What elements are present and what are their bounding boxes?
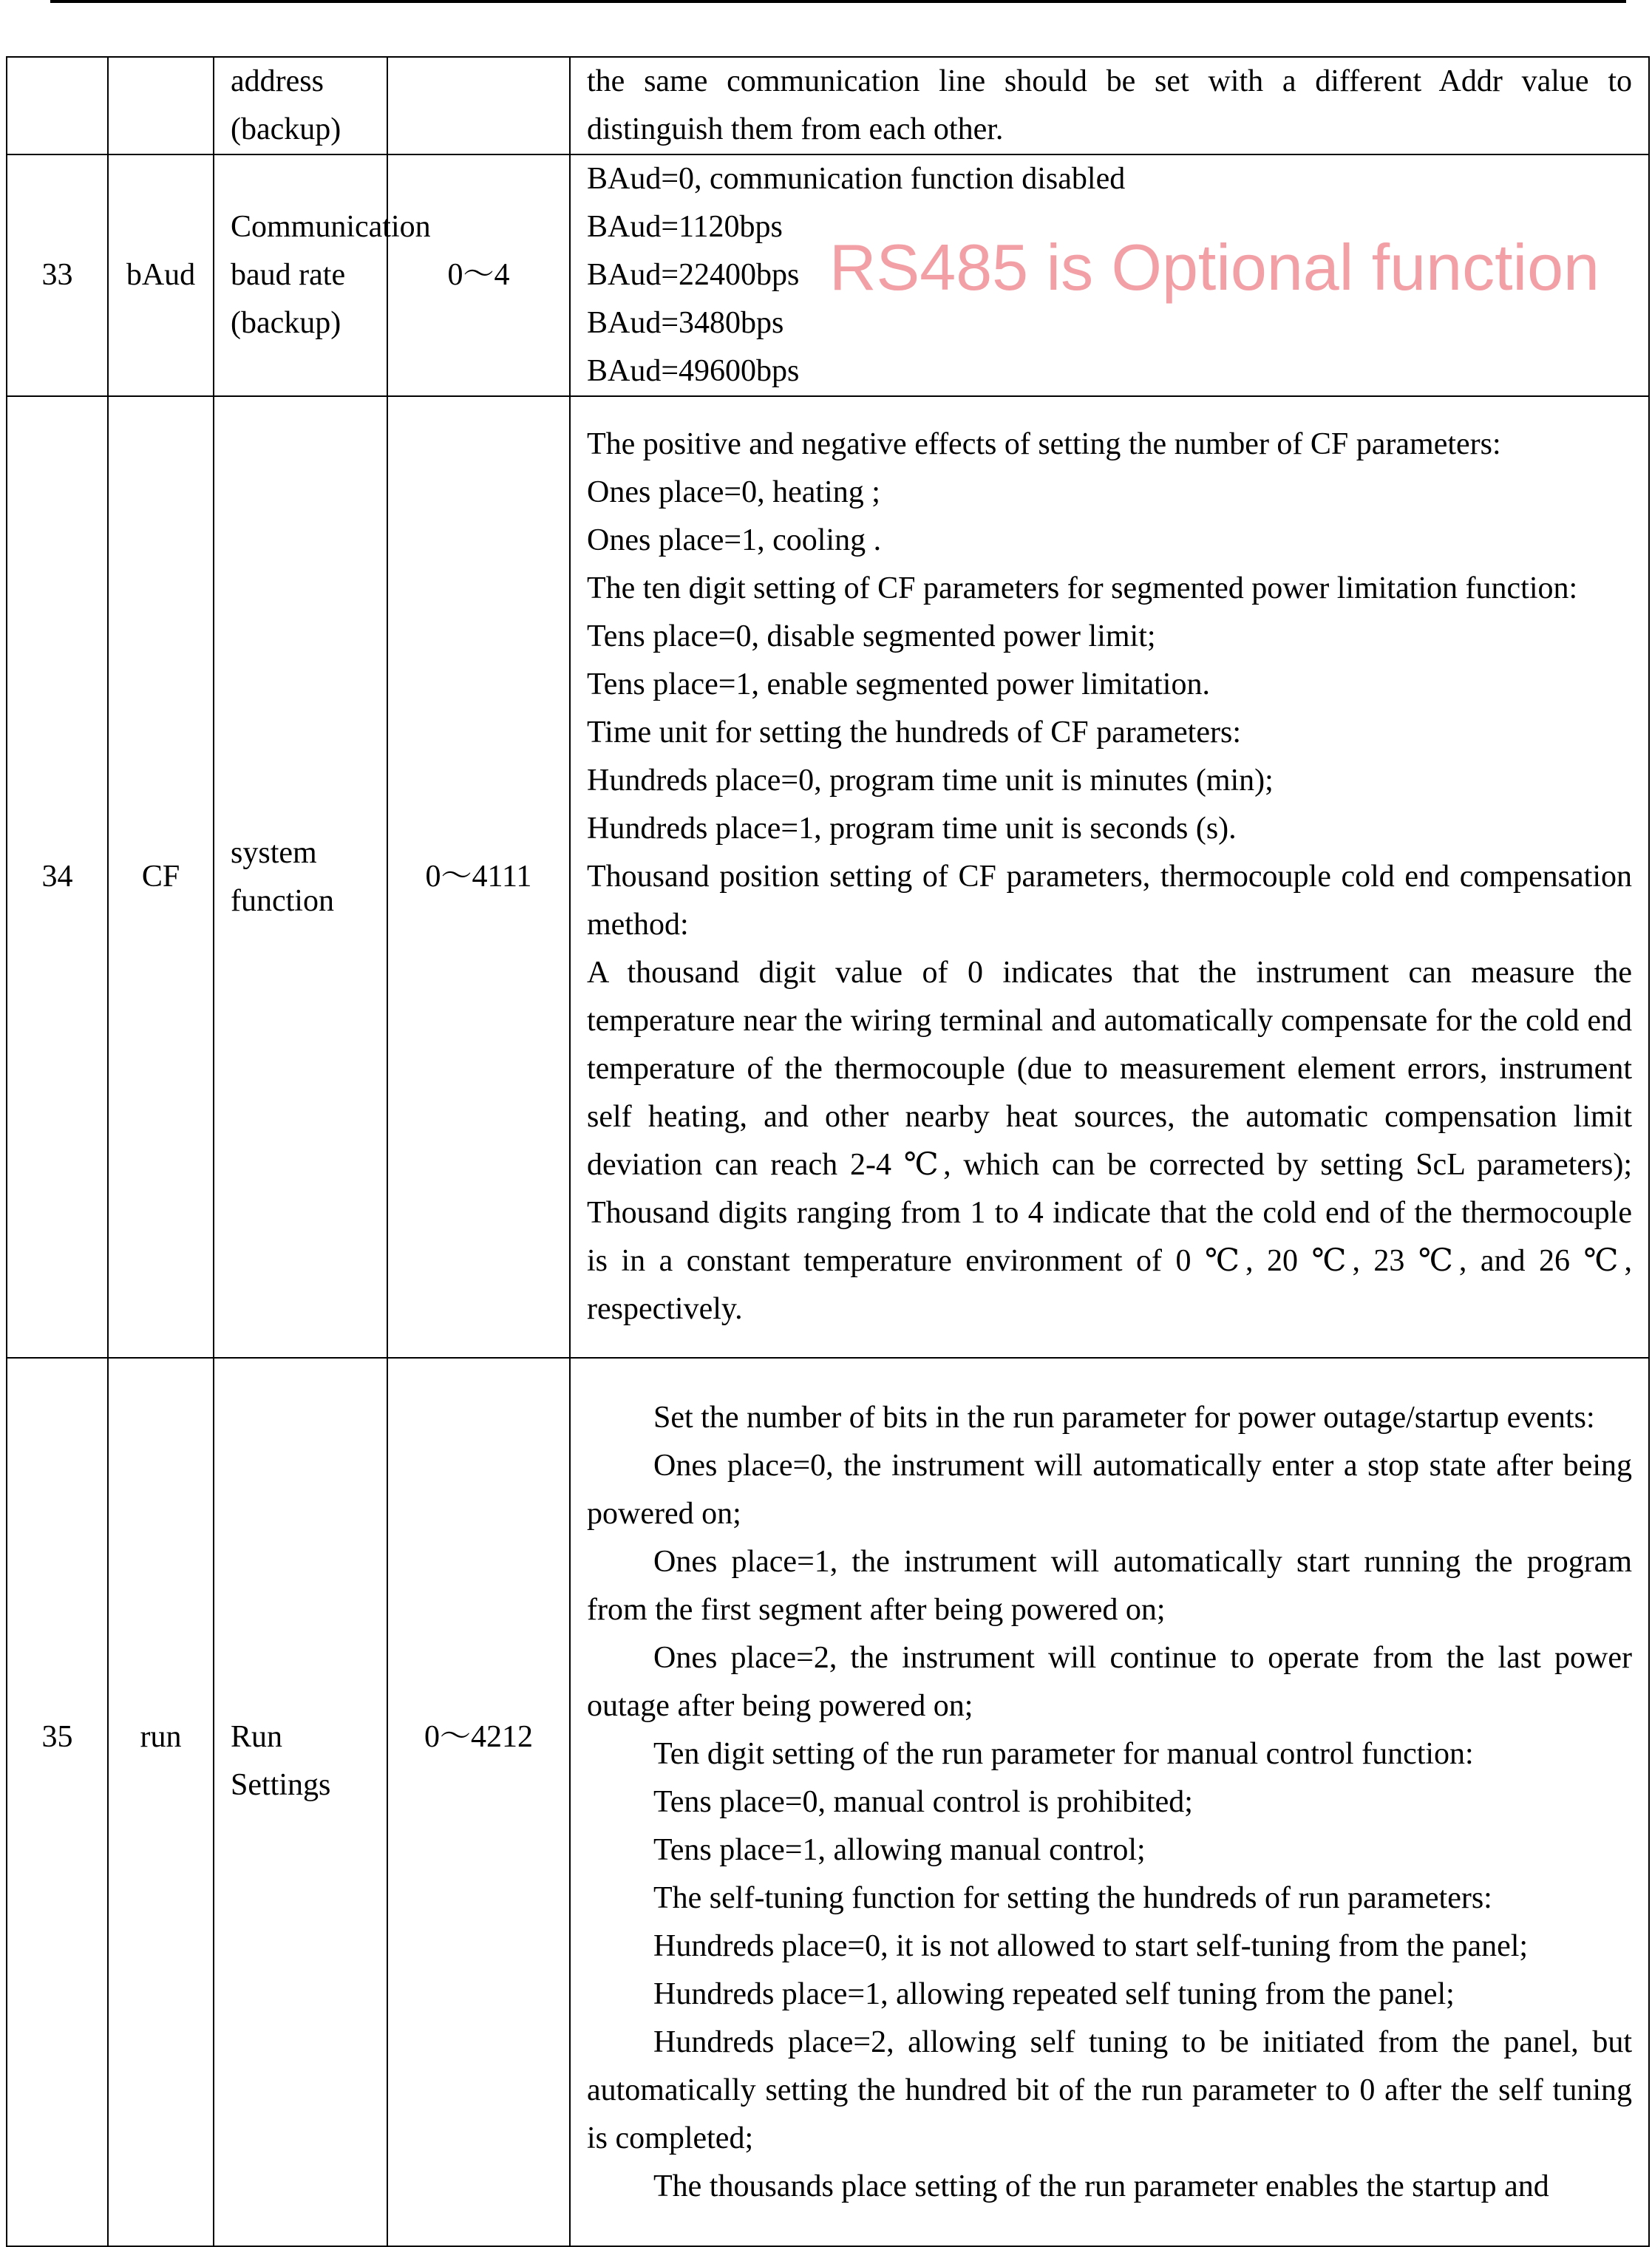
param-description bbox=[570, 57, 1649, 154]
description-line: The positive and negative effects of setting the number of CF parameters: bbox=[587, 427, 1501, 461]
param-code: bAud bbox=[108, 154, 214, 396]
description-line: Hundreds place=0, it is not allowed to start self-tuning from the panel; bbox=[653, 1928, 1529, 1963]
description-line: Tens place=0, manual control is prohibited; bbox=[653, 1784, 1193, 1819]
param-range bbox=[387, 57, 570, 154]
param-number bbox=[7, 57, 108, 154]
param-name: system function bbox=[214, 396, 387, 1358]
description-line: Tens place=0, disable segmented power limit; bbox=[587, 619, 1156, 653]
description-line: BAud=1120bps bbox=[587, 210, 783, 244]
description-line: Ones place=1, cooling . bbox=[587, 523, 882, 557]
rs485-optional-watermark: RS485 is Optional function bbox=[829, 231, 1600, 304]
description-line: Ones place=0, the instrument will automatically enter a stop state after being powered on; bbox=[587, 1448, 1632, 1531]
param-range: 0～4111 bbox=[387, 396, 570, 1358]
description-line: Ones place=2, the instrument will continue to operate from the last power outage after being powered on; bbox=[587, 1640, 1632, 1723]
description-line: Hundreds place=2, allowing self tuning to be initiated from the panel, but automatically setting the hundred bit of the run parameter to 0 after the self tuning is completed; bbox=[587, 2025, 1632, 2155]
param-range: 0～4 bbox=[387, 154, 570, 396]
param-number-text: 35 bbox=[41, 1720, 73, 1754]
description-line: A thousand digit value of 0 indicates that the instrument can measure the temperature near the wiring terminal and automatically compensate for the cold end temperature of the thermocouple (due to measurement element errors, instrument self heating, and other nearby heat sources, the automatic compensation limit deviation can reach 2-4 ℃, which can be corrected by setting ScL parameters); Thousand digits ranging from 1 to 4 indicate that the cold end of the thermocouple is in a constant temperature environment of 0 ℃, 20 ℃, 23 ℃, and 26 ℃, respectively. bbox=[587, 956, 1632, 1326]
table-row bbox=[7, 57, 1649, 154]
param-range-text: 0～4212 bbox=[424, 1720, 533, 1754]
description-line: BAud=22400bps bbox=[587, 258, 800, 292]
param-description bbox=[570, 396, 1649, 1358]
description-line: Ones place=0, heating ; bbox=[587, 475, 880, 509]
param-number: 33 bbox=[7, 154, 108, 396]
param-name: address (backup) bbox=[214, 57, 387, 154]
description-line: Hundreds place=0, program time unit is minutes (min); bbox=[587, 764, 1274, 798]
description-line: The thousands place setting of the run parameter enables the startup and bbox=[653, 2169, 1549, 2203]
table-row bbox=[7, 396, 1649, 1358]
description-line: The ten digit setting of CF parameters for segmented power limitation function: bbox=[587, 571, 1578, 605]
description-line: Time unit for setting the hundreds of CF parameters: bbox=[587, 715, 1241, 749]
parameter-table bbox=[6, 56, 1650, 2247]
param-number: 34 bbox=[7, 396, 108, 1358]
description-line: BAud=3480bps bbox=[587, 306, 784, 340]
param-code bbox=[108, 57, 214, 154]
description-line: BAud=49600bps bbox=[587, 354, 800, 388]
description-line: BAud=0, communication function disabled bbox=[587, 162, 1126, 196]
param-name: Communication baud rate (backup) bbox=[214, 154, 387, 396]
table-row bbox=[7, 1358, 1649, 2246]
header-rule bbox=[50, 0, 1626, 3]
description-line: Tens place=1, allowing manual control; bbox=[653, 1832, 1146, 1867]
param-name-text: Run Settings bbox=[231, 1720, 331, 1802]
description-line: Ten digit setting of the run parameter for manual control function: bbox=[653, 1736, 1474, 1771]
description-line: The self-tuning function for setting the hundreds of run parameters: bbox=[653, 1880, 1492, 1915]
param-code bbox=[108, 1358, 214, 2246]
description-line: Ones place=1, the instrument will automatically start running the program from the first segment after being powered on; bbox=[587, 1544, 1632, 1627]
param-code: CF bbox=[108, 396, 214, 1358]
param-number bbox=[7, 1358, 108, 2246]
description-line: Hundreds place=1, program time unit is seconds (s). bbox=[587, 812, 1237, 846]
description-line: Tens place=1, enable segmented power limitation. bbox=[587, 667, 1210, 701]
param-code-text: run bbox=[140, 1720, 182, 1754]
param-name bbox=[214, 1358, 387, 2246]
param-range bbox=[387, 1358, 570, 2246]
description-line: Thousand position setting of CF parameters, thermocouple cold end compensation method: bbox=[587, 860, 1632, 942]
description-line: Set the number of bits in the run parameter for power outage/startup events: bbox=[653, 1400, 1595, 1435]
description-line: the same communication line should be set with a different Addr value to distinguish them from each other. bbox=[587, 64, 1632, 146]
description-line: Hundreds place=1, allowing repeated self tuning from the panel; bbox=[653, 1976, 1455, 2011]
param-description bbox=[570, 1358, 1649, 2246]
